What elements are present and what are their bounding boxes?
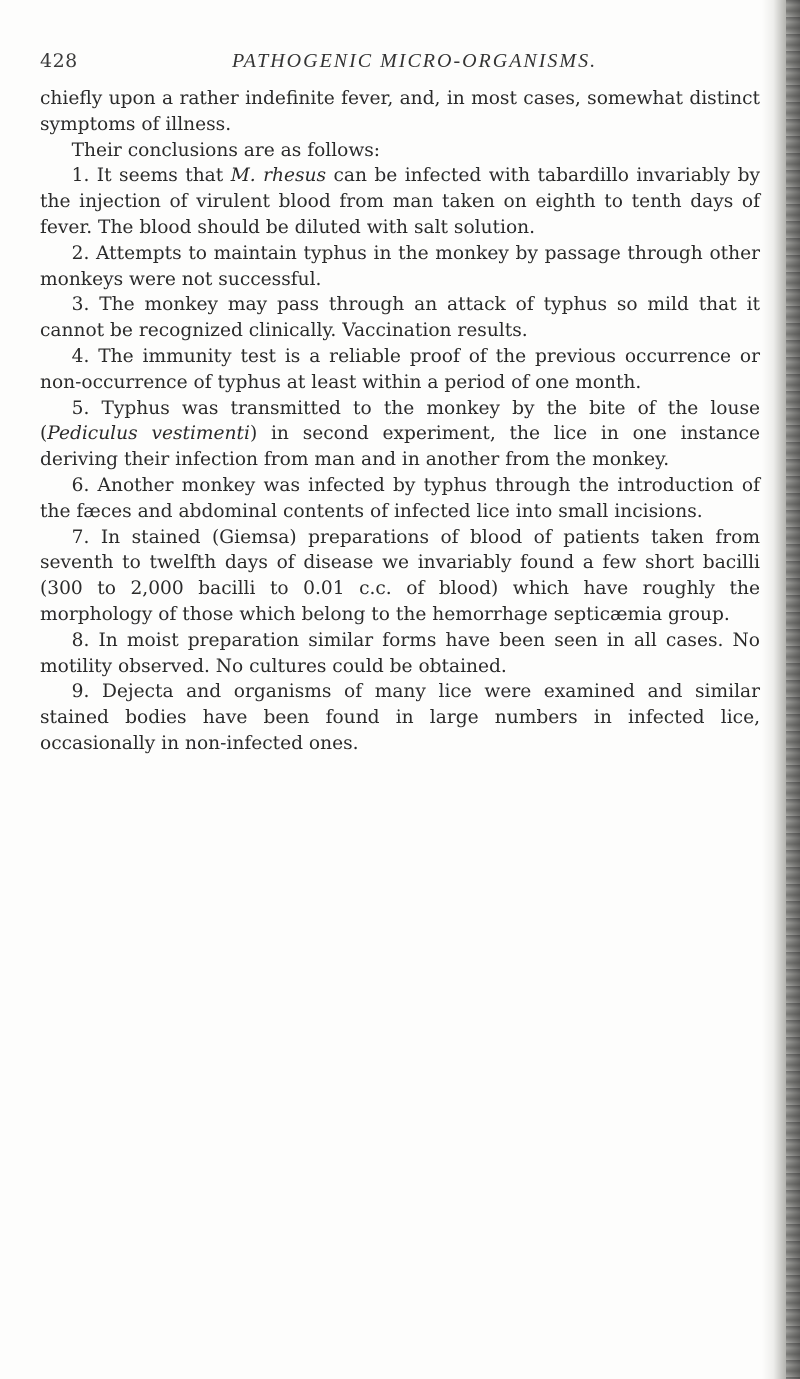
list-item-2 bbox=[40, 241, 760, 293]
list-item-8 bbox=[40, 628, 760, 680]
list-item-3 bbox=[40, 292, 760, 344]
list-item-9 bbox=[40, 679, 760, 756]
list-item-text: 9. Dejecta and organisms of many lice were examined and similar stained bodies have been found in large numbers in infected lice, occasionally in non-infected ones. bbox=[40, 681, 760, 754]
list-item-text: 8. In moist preparation similar forms have been seen in all cases. No motility observed. No cultures could be obtained. bbox=[40, 629, 760, 677]
list-item-text: 6. Another monkey was infected by typhus through the introduction of the fæces and abdominal contents of infected lice into small incisions. bbox=[40, 474, 760, 522]
list-item-5 bbox=[40, 396, 760, 473]
list-item-text: 2. Attempts to maintain typhus in the monkey by passage through other monkeys were not successful. bbox=[40, 242, 760, 290]
list-item-text: 4. The immunity test is a reliable proof of the previous occurrence or non-occurrence of typhus at least within a period of one month. bbox=[40, 345, 760, 393]
list-item-7 bbox=[40, 525, 760, 628]
list-item-italic: M. rhesus bbox=[230, 165, 327, 187]
list-item-text: can be infected with tabardillo invariably by the injection of virulent blood from man taken on eighth to tenth days of fever. The blood should be diluted with salt solution. bbox=[40, 165, 760, 238]
running-title: PATHOGENIC MICRO-ORGANISMS. bbox=[232, 50, 598, 72]
page-header bbox=[40, 50, 760, 80]
list-item-text: ) in second experiment, the lice in one instance deriving their infection from man and in another from the monkey. bbox=[40, 423, 760, 471]
body-text bbox=[40, 86, 760, 757]
list-item-4 bbox=[40, 344, 760, 396]
list-item-6 bbox=[40, 473, 760, 525]
list-item-text: 1. It seems that bbox=[71, 165, 231, 187]
list-item-text: 7. In stained (Giemsa) preparations of blood of patients taken from seventh to twelfth days of disease we invariably found a few short bacilli (300 to 2,000 bacilli to 0.01 c.c. of blood) which have roughly the morphology of those which belong to the hemorrhage septicæmia group. bbox=[40, 526, 760, 625]
paragraph-continuation: chiefly upon a rather indefinite fever, and, in most cases, somewhat distinct symptoms of illness. bbox=[40, 88, 760, 135]
list-item-text: 5. Typhus was transmitted to the monkey by the bite of the louse ( bbox=[40, 397, 760, 445]
paragraph-intro: Their conclusions are as follows: bbox=[71, 139, 381, 161]
list-item-italic: Pediculus vestimenti bbox=[47, 423, 250, 445]
page-number: 428 bbox=[40, 50, 78, 72]
page-edge-texture bbox=[786, 0, 800, 1379]
list-item-text: 3. The monkey may pass through an attack of typhus so mild that it cannot be recognized clinically. Vaccination results. bbox=[40, 294, 760, 342]
list-item-1 bbox=[40, 163, 760, 240]
